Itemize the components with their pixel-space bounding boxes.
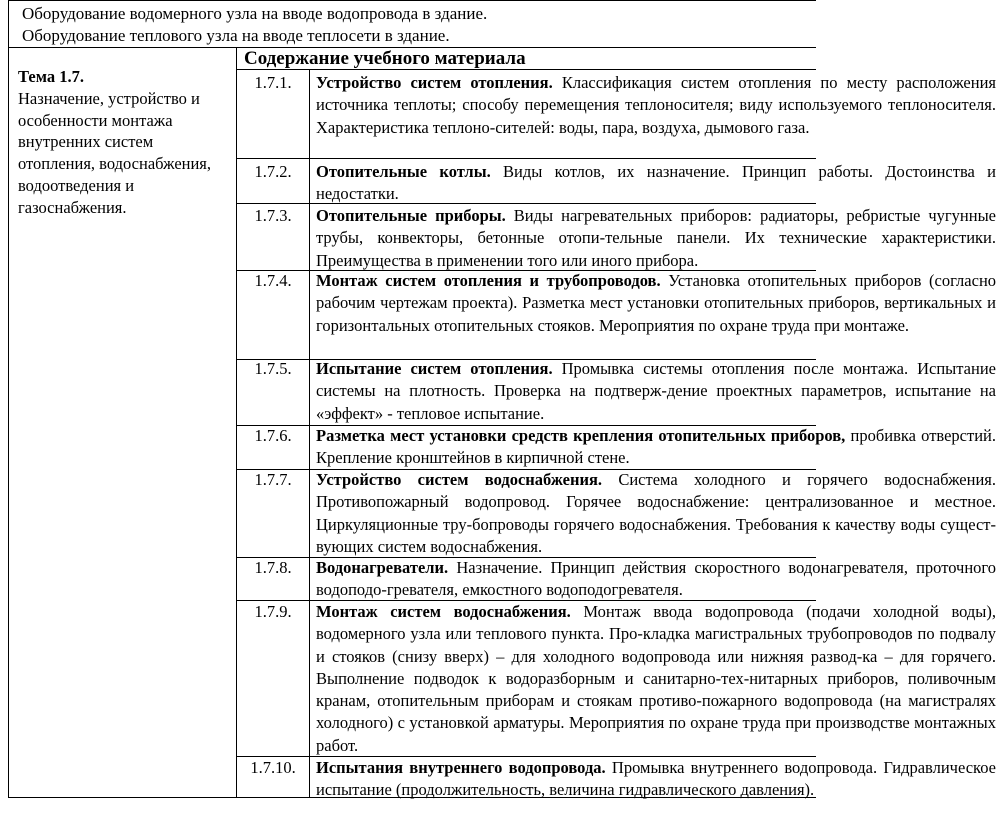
row-title: Отопительные приборы.	[316, 206, 506, 225]
row-title: Водонагреватели.	[316, 558, 449, 577]
row-text: пробивка отверстий. Крепление кронштейнов в кирпичной стене.	[316, 426, 996, 468]
row-content	[316, 270, 996, 337]
row-text: Промывка системы отопления после монтажа. Испытание системы на плотность. Проверка на подтверж-дение проектных параметров, испытание на «эффект» - тепловое испытание.	[316, 359, 996, 423]
row-content	[316, 358, 996, 425]
row-number: 1.7.6.	[254, 426, 292, 445]
row-number: 1.7.8.	[254, 558, 292, 577]
row-content	[316, 469, 996, 558]
row-content	[316, 757, 996, 802]
row-content	[316, 72, 996, 139]
header-line-2: Оборудование теплового узла на вводе теплосети в здание.	[22, 26, 450, 45]
row-content	[316, 205, 996, 272]
topic-cell	[18, 66, 233, 219]
row-number: 1.7.1.	[254, 73, 292, 92]
row-number: 1.7.4.	[254, 271, 292, 290]
row-content	[316, 601, 996, 757]
row-text: Промывка внутреннего водопровода. Гидравлическое испытание (продолжительность, величина гидравлического давления).	[316, 758, 996, 800]
table-left-border	[8, 0, 9, 797]
row-title: Испытания внутреннего водопровода.	[316, 758, 606, 777]
header-line-1: Оборудование водомерного узла на вводе водопровода в здание.	[22, 4, 488, 23]
row-number: 1.7.3.	[254, 206, 292, 225]
row-text: Виды нагревательных приборов: радиаторы, ребристые чугунные трубы, конвекторы, бетонные отопи-тельные панели. Их технические характеристики. Преимущества в применении того или иного прибора.	[316, 206, 996, 270]
row-title: Испытание систем отопления.	[316, 359, 553, 378]
table-top-border	[8, 0, 816, 1]
row-content	[316, 425, 996, 470]
row-title: Разметка мест установки средств крепления отопительных приборов,	[316, 426, 846, 445]
row-number: 1.7.5.	[254, 359, 292, 378]
row-title: Монтаж систем водоснабжения.	[316, 602, 571, 621]
content-header: Содержание учебного материала	[244, 48, 526, 69]
topic-title: Тема 1.7.	[18, 67, 84, 86]
row-number: 1.7.10.	[250, 758, 296, 777]
row-number: 1.7.7.	[254, 470, 292, 489]
number-column-divider	[309, 69, 310, 797]
row-title: Устройство систем отопления.	[316, 73, 553, 92]
row-number: 1.7.2.	[254, 162, 292, 181]
row-divider	[236, 158, 816, 159]
row-content	[316, 161, 996, 206]
row-text: Классификация систем отопления по месту расположения источника теплоты; способу перемещения теплоносителя; виду используемого теплоносителя. Характеристика теплоно-сителей: воды, пара, воздуха, дымового газа.	[316, 73, 996, 137]
row-content	[316, 557, 996, 602]
topic-description: Назначение, устройство и особенности монтажа внутренних систем отопления, водоснабжения, водоотведения и газоснабжения.	[18, 88, 212, 217]
row-text: Система холодного и горячего водоснабжения. Противопожарный водопровод. Горячее водоснабжение: централизованное и местное. Циркуляционные тру-бопроводы горячего водоснабжения. Требования к качеству воды сущест-вующих систем водоснабжения.	[316, 470, 996, 556]
row-text: Назначение. Принцип действия скоростного водонагревателя, проточного водоподо-гревателя, емкостного водоподогревателя.	[316, 558, 996, 600]
row-title: Монтаж систем отопления и трубопроводов.	[316, 271, 661, 290]
row-text: Монтаж ввода водопровода (подачи холодной воды), водомерного узла или теплового пункта. Про-кладка магистральных трубопроводов по подвалу и стояков (снизу вверх) – для холодного водопровода или нижняя развод-ка – для горячего. Выполнение подводок к водоразборным и санитарно-тех-нитарных приборов, поливочным кранам, отопительным приборам и стоякам противо-пожарного водопровода (на магистралях холодного) с установкой арматуры. Мероприятия по охране труда при производстве монтажных работ.	[316, 602, 996, 755]
row-title: Отопительные котлы.	[316, 162, 491, 181]
row-title: Устройство систем водоснабжения.	[316, 470, 603, 489]
row-text: Виды котлов, их назначение. Принцип работы. Достоинства и недостатки.	[316, 162, 996, 204]
row-number: 1.7.9.	[254, 602, 292, 621]
row-text: Установка отопительных приборов (согласно рабочим чертежам проекта). Разметка мест установки отопительных приборов, вертикальных и горизонтальных отопительных стояков. Мероприятия по охране труда при монтаже.	[316, 271, 996, 335]
